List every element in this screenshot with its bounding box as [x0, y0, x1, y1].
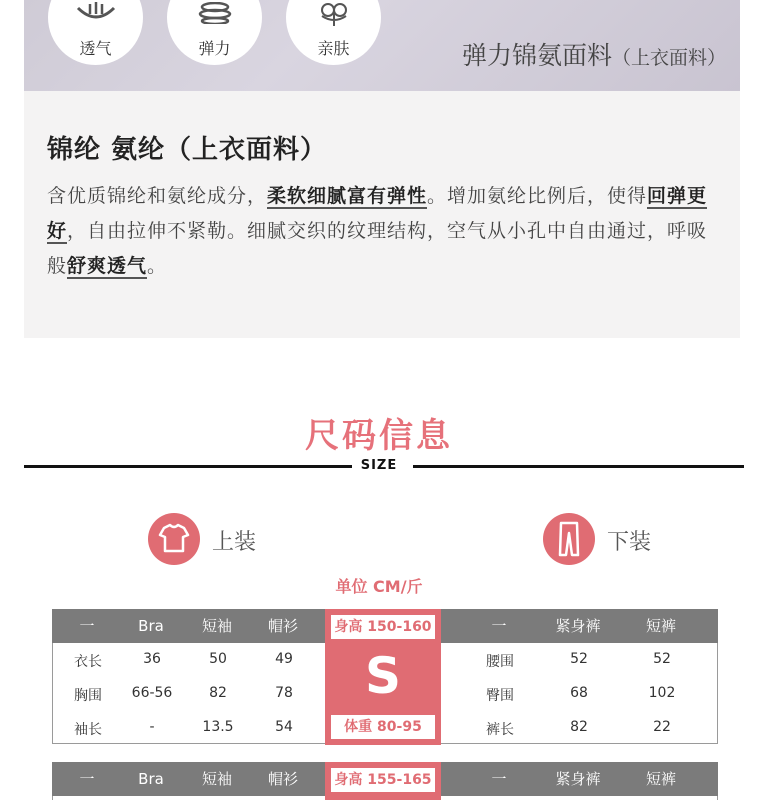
header-leggings: 紧身裤	[555, 770, 601, 788]
header-hoodie: 帽衫	[267, 770, 298, 788]
desc-text-4: 。	[147, 255, 168, 277]
feature-label: 弹力	[198, 39, 231, 58]
size-en-label: SIZE	[360, 458, 398, 473]
tops-category	[148, 513, 278, 567]
breathable-icon	[48, 2, 143, 27]
size-badge-column	[325, 609, 441, 745]
feature-elastic	[167, 0, 262, 65]
feature-breathable	[48, 0, 143, 65]
fabric-description-panel	[24, 91, 740, 338]
cell-value: 54	[275, 719, 293, 735]
size-table-next	[52, 762, 718, 800]
cell-value: 52	[570, 651, 588, 667]
header-shorts: 短裤	[645, 617, 676, 635]
feature-label: 透气	[79, 39, 112, 58]
cell-value: 13.5	[202, 719, 234, 735]
cotton-flower-icon	[286, 2, 381, 29]
fabric-hero-banner	[24, 0, 740, 91]
cell-value: 50	[209, 651, 227, 667]
cell-value: 49	[275, 651, 293, 667]
bottoms-label: 下装	[607, 530, 652, 555]
size-badge-column	[325, 762, 441, 800]
cell-value: 82	[209, 685, 227, 701]
row-label: 衣长	[74, 654, 102, 670]
header-dash: 一	[491, 770, 507, 788]
height-range-badge: 身高 150-160	[331, 615, 435, 639]
bottoms-category	[543, 513, 673, 567]
header-hoodie: 帽衫	[267, 617, 298, 635]
cell-value: 36	[143, 651, 161, 667]
cell-value: 102	[648, 685, 676, 701]
row-label: 腰围	[486, 654, 514, 670]
row-label: 胸围	[74, 688, 102, 704]
pants-icon	[543, 513, 595, 565]
size-letter: S	[364, 647, 401, 705]
weight-range-badge: 体重 80-95	[331, 715, 435, 739]
header-bra: Bra	[138, 770, 164, 788]
fabric-title	[462, 36, 726, 72]
desc-highlight-rebound: 回弹更好	[47, 185, 708, 242]
header-bra: Bra	[138, 617, 164, 635]
header-dash: 一	[491, 617, 507, 635]
fabric-title-main: 弹力锦氨面料	[461, 41, 612, 70]
desc-highlight-breathable: 舒爽透气	[67, 255, 148, 277]
cell-value: 82	[570, 719, 588, 735]
size-table-s	[52, 609, 718, 745]
cell-value: 66-56	[131, 685, 173, 701]
header-shorts: 短裤	[645, 770, 676, 788]
desc-text-2: 。增加氨纶比例后，使得	[427, 185, 648, 207]
header-short-sleeve: 短袖	[201, 770, 232, 788]
desc-text-3: ，自由拉伸不紧勒。细腻交织的纹理结构，空气从小孔中自由通过，呼吸般	[47, 220, 708, 277]
size-section-title: 尺码信息	[305, 416, 453, 456]
tops-label: 上装	[212, 530, 257, 555]
cell-value: 52	[653, 651, 671, 667]
desc-text-1: 含优质锦纶和氨纶成分，	[47, 185, 268, 207]
header-dash: 一	[79, 617, 95, 635]
row-label: 臀围	[486, 688, 514, 704]
tshirt-icon	[148, 513, 200, 565]
header-leggings: 紧身裤	[555, 617, 601, 635]
cell-value: -	[149, 719, 155, 735]
fabric-title-sub: （上衣面料）	[611, 47, 726, 69]
description-heading: 锦纶 氨纶（上衣面料）	[47, 135, 328, 165]
feature-skin-friendly	[286, 0, 381, 65]
header-dash: 一	[79, 770, 95, 788]
row-label: 袖长	[74, 722, 102, 738]
height-range-badge: 身高 155-165	[331, 768, 435, 792]
cell-value: 68	[570, 685, 588, 701]
cell-value: 78	[275, 685, 293, 701]
spring-icon	[167, 2, 262, 27]
unit-label: 单位 CM/斤	[335, 577, 423, 596]
feature-label: 亲肤	[317, 39, 350, 58]
desc-highlight-soft: 柔软细腻富有弹性	[267, 185, 428, 207]
description-text	[47, 179, 727, 284]
row-label: 裤长	[486, 722, 514, 738]
header-short-sleeve: 短袖	[201, 617, 232, 635]
cell-value: 22	[653, 719, 671, 735]
